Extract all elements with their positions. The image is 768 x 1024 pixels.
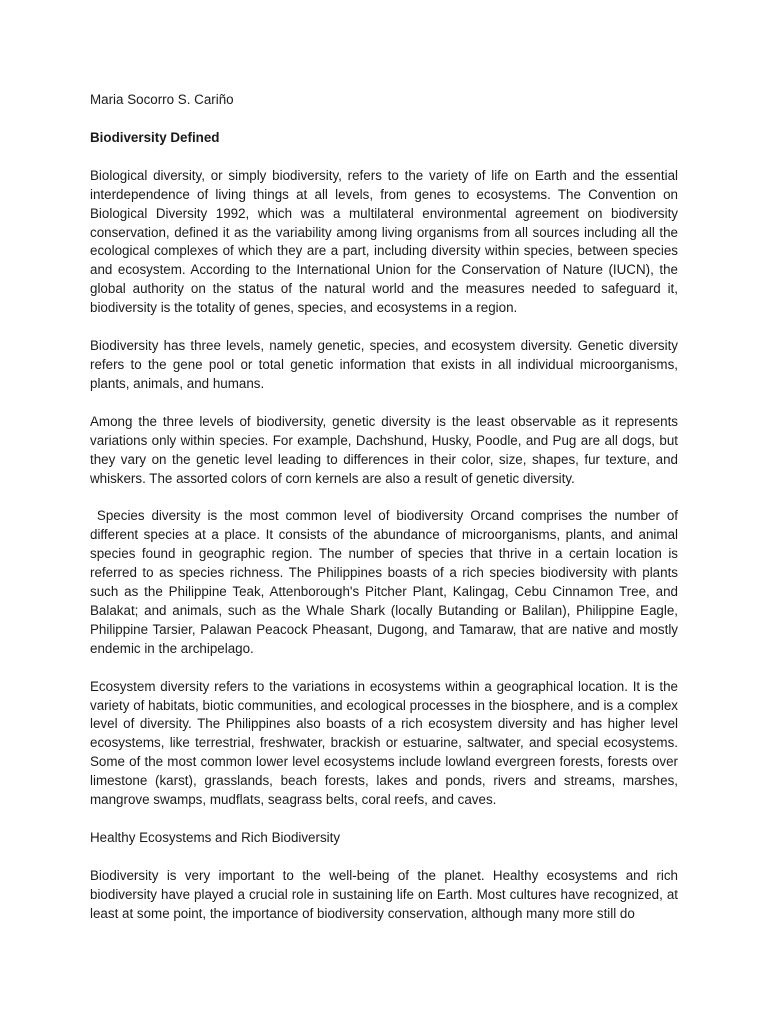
paragraph-three-levels: Biodiversity has three levels, namely genetic, species, and ecosystem diversity. Genetic diversity refers to the gene pool or total genetic information that exists in all individual microorganisms, plants, animals, and humans. — [90, 338, 678, 391]
section-subheading: Healthy Ecosystems and Rich Biodiversity — [90, 830, 341, 845]
paragraph-healthy-ecosystems: Biodiversity is very important to the well-being of the planet. Healthy ecosystems and rich biodiversity have played a crucial role in sustaining life on Earth. Most cultures have recognized, at least at some point, the importance of biodiversity conservation, although many more still do — [90, 867, 678, 921]
paragraph-species-diversity: Species diversity is the most common level of biodiversity Orcand comprises the number of different species at a place. It consists of the abundance of microorganisms, plants, and animal species found in geographic region. The number of species that thrive in a certain location is referred to as species richness. The Philippines boasts of a rich species biodiversity with plants such as the Philippine Teak, Attenborough's Pitcher Plant, Kalingag, Cebu Cinnamon Tree, and Balakat; and animals, such as the Whale Shark (locally Butanding or Balilan), Philippine Eagle, Philippine Tarsier, Palawan Peacock Pheasant, Dugong, and Tamaraw, that are native and mostly endemic in the archipelago. — [90, 508, 678, 656]
document-page — [90, 91, 678, 943]
document-title: Biodiversity Defined — [90, 129, 220, 145]
paragraph-biodiversity-definition: Biological diversity, or simply biodiversity, refers to the variety of life on Earth and the essential interdependence of living things at all levels, from genes to ecosystems. The Convention on Biological Diversity 1992, which was a multilateral environmental agreement on biodiversity conservation, defined it as the variability among living organisms from all sources including all the ecological complexes of which they are a part, including diversity within species, between species and ecosystem. According to the International Union for the Conservation of Nature (IUCN), the global authority on the status of the natural world and the measures needed to safeguard it, biodiversity is the totality of genes, species, and ecosystems in a region. — [90, 167, 678, 316]
author-name: Maria Socorro S. Cariño — [90, 92, 234, 107]
paragraph-species-diversity-wrapper — [90, 507, 678, 658]
paragraph-genetic-diversity: Among the three levels of biodiversity, genetic diversity is the least observable as it represents variations only within species. For example, Dachshund, Husky, Poodle, and Pug are all dogs, but they vary on the genetic level leading to differences in their color, size, shapes, fur texture, and whiskers. The assorted colors of corn kernels are also a result of genetic diversity. — [90, 413, 678, 486]
leading-space — [90, 508, 97, 523]
paragraph-ecosystem-diversity: Ecosystem diversity refers to the variations in ecosystems within a geographical location. It is the variety of habitats, biotic communities, and ecological processes in the biosphere, and is a complex level of diversity. The Philippines also boasts of a rich ecosystem diversity and has higher level ecosystems, like terrestrial, freshwater, brackish or estuarine, saltwater, and special ecosystems. Some of the most common lower level ecosystems include lowland evergreen forests, forests over limestone (karst), grasslands, beach forests, lakes and ponds, rivers and streams, marshes, mangrove swamps, mudflats, seagrass belts, coral reefs, and caves. — [90, 678, 678, 808]
